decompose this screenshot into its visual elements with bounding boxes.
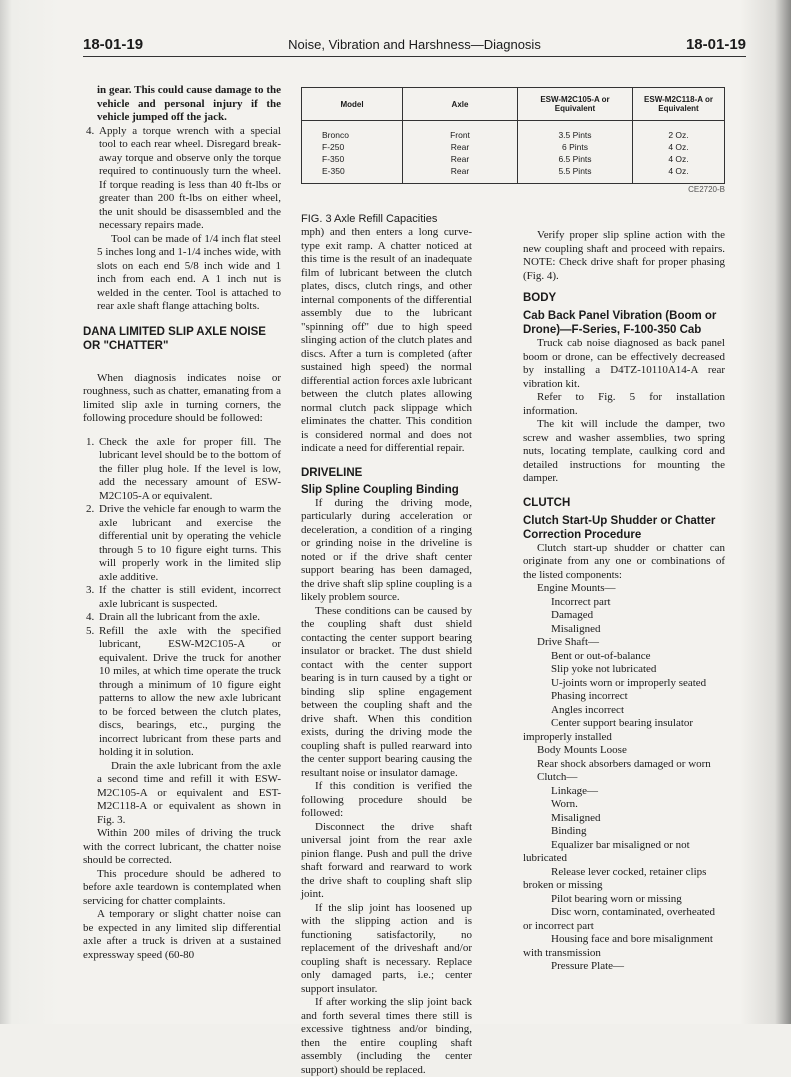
table-cell: Front — [403, 121, 518, 142]
page-number-left: 18-01-19 — [83, 36, 144, 53]
temporary-paragraph: A temporary or slight chatter noise can be expected in any limited slip differential axle after a truck is driven at a sustained expressway speed (60-80 — [83, 908, 281, 961]
body-paragraph: The kit will include the damper, two screw and washer assemblies, two spring nuts, locating template, caulking cord and detailed instructions for mounting the damper. — [523, 418, 725, 484]
subheading-clutch-shudder: Clutch Start-Up Shudder or Chatter Correction Procedure — [523, 514, 716, 541]
section-heading-dana: DANA LIMITED SLIP AXLE NOISE OR "CHATTER" — [83, 325, 266, 352]
component-list-item: U-joints worn or improperly seated — [551, 676, 707, 689]
procedure-step: 4. Drain all the lubricant from the axle. — [97, 611, 281, 625]
component-list-item: Damaged — [551, 609, 594, 621]
table-header: Model — [302, 88, 403, 121]
component-list-item: Misaligned — [551, 622, 601, 635]
body-paragraph: Truck cab noise diagnosed as back panel boom or drone, can be effectively decreased by installing a D4TZ-10110A14-A rear vibration kit. — [523, 337, 725, 390]
component-list-item: Release lever cocked, retainer clips broken or missing — [523, 865, 707, 891]
section-heading-body: BODY — [523, 292, 557, 304]
table-cell: 6.5 Pints — [518, 153, 633, 165]
driveline-paragraph: If during the driving mode, particularly during acceleration or deceleration, a condition of a ringing or grinding noise in the driveline is noted or if the drive shaft center support bearing has been damaged, the drive shaft slip spline coupling is a likely problem source. — [301, 496, 472, 603]
table-cell: 4 Oz. — [633, 165, 725, 184]
table-row — [302, 153, 725, 165]
step-4: 4. Apply a torque wrench with a special tool to each rear wheel. Disregard break-away torque and observe only the torque required to continuously turn the wheel. If torque reading is less than 40 ft-lbs or greater than 200 ft-lbs on either wheel, the unit should be disassembled and the necessary repairs made. — [97, 125, 281, 233]
table-header: Axle — [403, 88, 518, 121]
component-list-item: Binding — [551, 825, 587, 837]
section-heading-driveline: DRIVELINE — [301, 466, 363, 479]
verify-paragraph: Verify proper slip spline action with the new coupling shaft and proceed with repairs. NOTE: Check drive shaft for proper phasing (Fig. 4). — [523, 229, 725, 282]
page-header — [83, 36, 746, 56]
subheading-slip-spline: Slip Spline Coupling Binding — [301, 483, 459, 496]
component-list-item: Slip yoke not lubricated — [551, 663, 657, 675]
table-row — [302, 165, 725, 184]
clutch-intro: Clutch start-up shudder or chatter can originate from any one or combinations of the listed components: — [523, 541, 725, 581]
table-cell: E-350 — [322, 166, 345, 176]
continued-paragraph: mph) and then enters a long curve-type exit ramp. A chatter noticed at this time is the result of an inadequate film of lubricant between the clutch plates, discs, clutch rings, and other internal components of the differential assembly due to the lubricant "spinning off" due to high speed slinging action of the clutch plates and discs. After a turn is completed (after sustained high speed) the normal differential action forces axle lubricant between the clutch plates allowing normal clutch pack slippage which eliminates the chatter. This condition is considered normal and does not indicate a need for differential repair. — [301, 226, 472, 454]
component-list-item: Body Mounts Loose — [537, 744, 627, 756]
header-rule — [83, 56, 746, 57]
within-paragraph: Within 200 miles of driving the truck with the correct lubricant, the chatter noise should be corrected. — [83, 827, 281, 866]
subheading-cab-back-panel: Cab Back Panel Vibration (Boom or Drone)—F-Series, F-100-350 Cab — [523, 310, 717, 336]
column-left — [83, 84, 281, 962]
procedure-steps — [83, 436, 281, 760]
driveline-step: If the slip joint has loosened up with the slipping action and is functioning satisfactorily, no replacement of the driveshaft and/or coupling shaft is necessary. Replace only damaged parts, i.e.; center support insulator. — [301, 901, 472, 995]
driveline-step: Disconnect the drive shaft universal joint from the rear axle pinion flange. Push and pull the drive shaft forward and rearward to work the drive shaft to coupling shaft slip joint. — [301, 820, 472, 900]
table-header-row — [302, 88, 725, 121]
component-list-item: Incorrect part — [551, 595, 611, 608]
component-list-item: Linkage— — [551, 784, 599, 797]
component-list-item: Bent or out-of-balance — [551, 649, 651, 662]
driveline-paragraph: If this condition is verified the following procedure should be followed: — [301, 780, 472, 819]
component-list-item: Clutch— — [537, 771, 578, 783]
table-cell: 3.5 Pints — [518, 121, 633, 142]
component-list-item: Rear shock absorbers damaged or worn — [537, 757, 711, 770]
component-list-item: Worn. — [551, 798, 578, 810]
table-cell: 4 Oz. — [633, 153, 725, 165]
procedure-step: 3. If the chatter is still evident, incorrect axle lubricant is suspected. — [97, 584, 281, 611]
component-list-item: Pilot bearing worn or missing — [551, 892, 682, 905]
table-cell: 6 Pints — [518, 141, 633, 153]
table-cell: Rear — [403, 165, 518, 184]
figure-caption: FIG. 3 Axle Refill Capacities — [301, 213, 438, 225]
component-list — [523, 582, 725, 974]
table-cell: F-350 — [322, 154, 345, 164]
table-cell: 4 Oz. — [633, 141, 725, 153]
table-cell: 2 Oz. — [633, 121, 725, 142]
axle-capacity-table — [301, 87, 725, 184]
procedure-step: 5. Refill the axle with the specified lubricant, ESW-M2C105-A or equivalent. Drive the truck for another 10 miles, at which time operate the truck through a minimum of 10 figure eight patterns to allow the new axle lubricant to be forced between the clutch plates, discs, bearings, etc., purging the incorrect lubricant from these parts and holding it in solution. — [97, 625, 281, 760]
table-cell: Bronco — [322, 130, 349, 140]
procedure-step: 1. Check the axle for proper fill. The lubricant level should be to the bottom of the filler plug hole. If the level is low, add the necessary amount of ESW-M2C105-A or equivalent. — [97, 436, 281, 504]
table-cell: Rear — [403, 141, 518, 153]
column-right — [523, 229, 725, 974]
component-list-item: Phasing incorrect — [551, 690, 628, 702]
table-header: ESW-M2C105-A or Equivalent — [518, 88, 633, 121]
table-header: ESW-M2C118-A or Equivalent — [633, 88, 725, 121]
driveline-paragraph: These conditions can be caused by the coupling shaft dust shield contacting the center support bearing insulator or bracket. The dust shield contact with the center support bearing is in turn caused by a tight or binding slip spline engagement between the coupling shaft and the drive shaft. When this condition exists, during the driving mode the coupling shaft is pulled rearward into the center support bearing causing the resultant noise or insulator damage. — [301, 604, 472, 779]
component-list-item: Equalizer bar misaligned or not lubricated — [523, 838, 690, 864]
body-paragraph: Refer to Fig. 5 for installation information. — [523, 391, 725, 417]
column-middle — [301, 226, 472, 1077]
page-title: Noise, Vibration and Harshness—Diagnosis — [288, 37, 541, 52]
table-cell: F-250 — [322, 142, 345, 152]
component-list-item: Pressure Plate— — [551, 960, 625, 972]
procedure-step: 2. Drive the vehicle far enough to warm the axle lubricant and exercise the differential unit by operating the vehicle through 5 to 10 figure eight turns. This will properly work in the limited slip axle additive. — [97, 503, 281, 584]
component-list-item: Drive Shaft— — [537, 636, 600, 648]
component-list-item: Disc worn, contaminated, overheated or incorrect part — [523, 906, 716, 932]
step-list-continued — [83, 125, 281, 233]
warning-text: in gear. This could cause damage to the vehicle and personal injury if the vehicle jumped off the jack. — [97, 84, 281, 123]
component-list-item: Misaligned — [551, 811, 601, 824]
component-list-item: Engine Mounts— — [537, 582, 616, 594]
component-list-item: Housing face and bore misalignment with transmission — [523, 933, 713, 959]
tool-paragraph: Tool can be made of 1/4 inch flat steel 5 inches long and 1-1/4 inches wide, with slots on each end 5/8 inch wide and 1 inch from each end. A 1 inch nut is welded in the center. Tool is attached to rear axle shaft flange attaching bolts. — [97, 232, 281, 312]
table-row — [302, 141, 725, 153]
drain-paragraph: Drain the axle lubricant from the axle a second time and refill it with ESW-M2C105-A or equivalent and EST-M2C118-A or equivalent as shown in Fig. 3. — [97, 759, 281, 826]
page-number-right: 18-01-19 — [685, 36, 746, 53]
figure-code: CE2720-B — [688, 185, 725, 194]
component-list-item: Angles incorrect — [551, 703, 624, 716]
adhere-paragraph: This procedure should be adhered to before axle teardown is contemplated when servicing for chatter complaints. — [83, 867, 281, 907]
intro-paragraph: When diagnosis indicates noise or roughness, such as chatter, emanating from a limited slip axle in turning corners, the following procedure should be followed: — [83, 371, 281, 424]
component-list-item: Center support bearing insulator improperly installed — [523, 717, 694, 743]
section-heading-clutch: CLUTCH — [523, 496, 571, 509]
table-cell: Rear — [403, 153, 518, 165]
table-cell: 5.5 Pints — [518, 165, 633, 184]
table-row — [302, 121, 725, 142]
driveline-step: If after working the slip joint back and forth several times there still is excessive tightness and/or binding, then the entire coupling shaft assembly (including the center support) should be replaced. — [301, 996, 472, 1076]
